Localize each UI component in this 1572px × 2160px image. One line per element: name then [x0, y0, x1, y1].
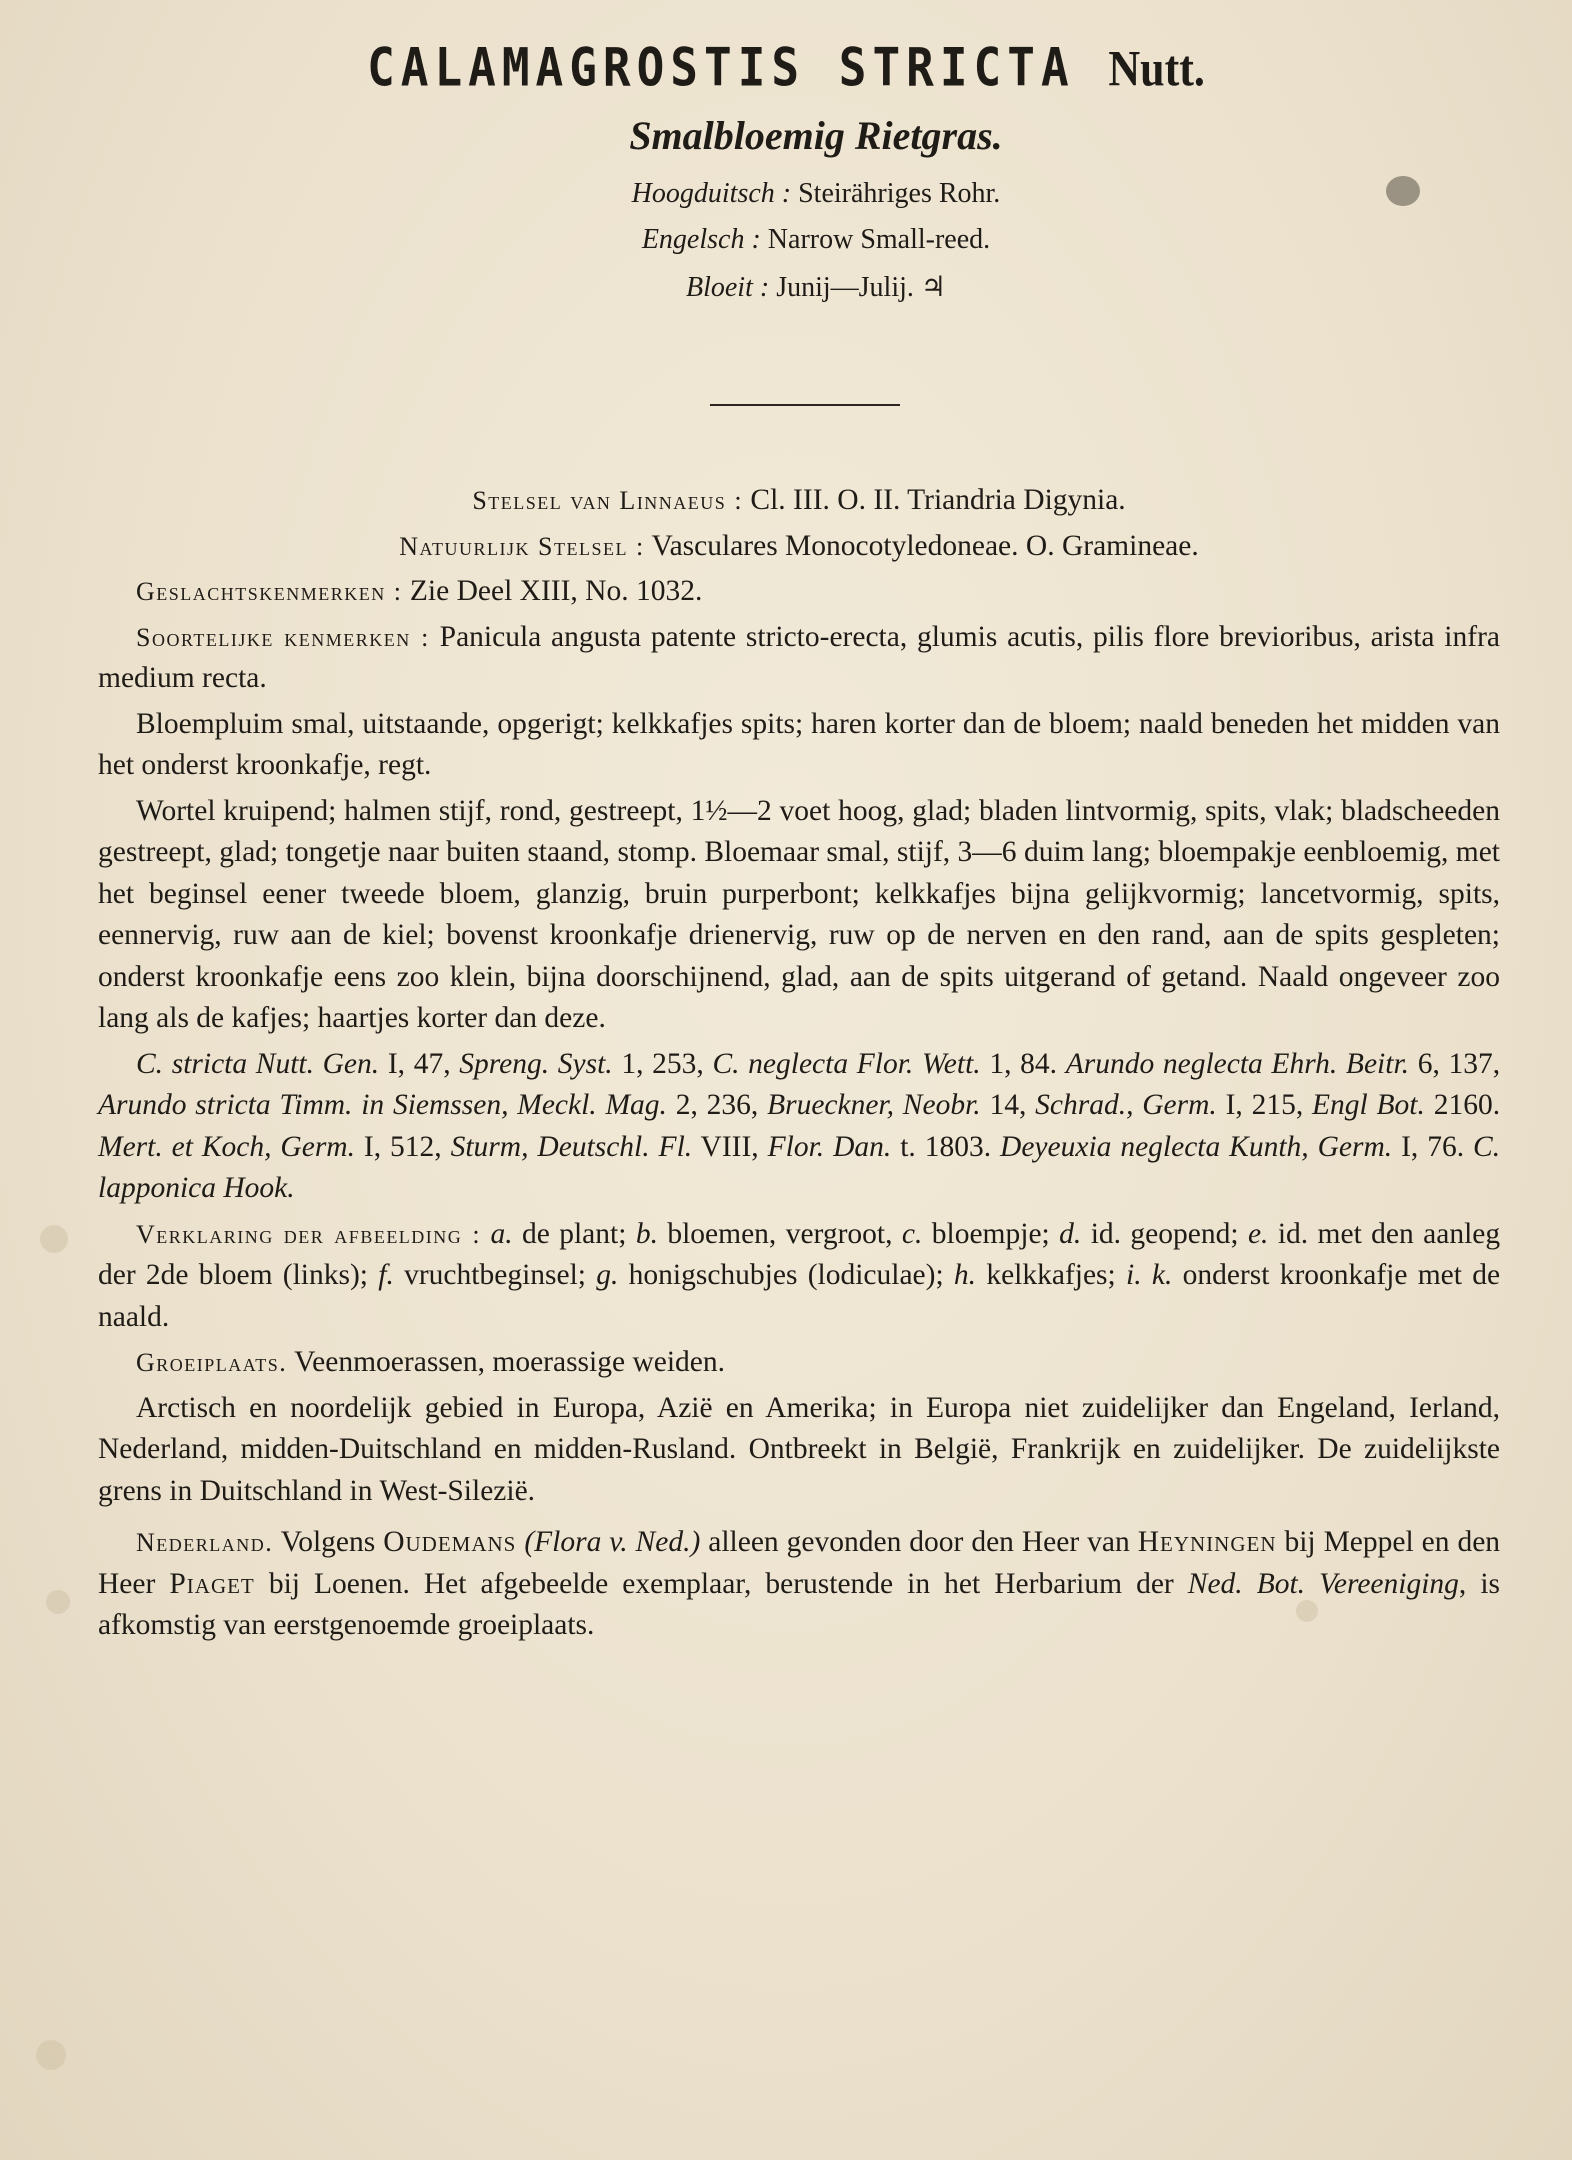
syn-num: 1, 253,	[621, 1047, 704, 1080]
title-latin: CALAMAGROSTIS STRICTA	[367, 35, 1075, 99]
syn-ref: Mert. et Koch, Germ.	[98, 1130, 355, 1163]
genus-characters	[98, 571, 1500, 613]
syn-num: I, 512,	[363, 1130, 442, 1163]
syn-num: 2160.	[1433, 1089, 1501, 1121]
nl-text: , is afkomstig van eerstgenoemde groeiplaats.	[98, 1567, 1500, 1641]
species-label: Soortelijke kenmerken :	[136, 622, 430, 652]
fig-letter: g.	[596, 1259, 619, 1291]
figure-explanation	[98, 1214, 1500, 1339]
fig-letter: d.	[1059, 1217, 1082, 1250]
natural-text: Vasculares Monocotyledoneae. O. Gramineae.	[651, 529, 1199, 562]
syn-num: I, 47,	[387, 1047, 451, 1080]
syn-ref: C. neglecta Flor. Wett.	[712, 1047, 981, 1080]
genus-text: Zie Deel XIII, No. 1032.	[409, 575, 703, 607]
habitat-text: Veenmoerassen, moerassige weiden.	[294, 1346, 726, 1378]
nl-person: Heyningen	[1137, 1526, 1277, 1558]
paper-stain	[36, 2040, 66, 2070]
fig-letter: e.	[1247, 1217, 1269, 1250]
syn-ref: Sturm, Deutschl. Fl.	[450, 1130, 693, 1163]
syn-ref: Schrad., Germ.	[1035, 1089, 1217, 1121]
german-name-line	[30, 178, 1572, 210]
linnaeus-text: Cl. III. O. II. Triandria Digynia.	[750, 484, 1126, 516]
nl-person: Oudemans	[383, 1526, 517, 1558]
species-text: Panicula angusta patente stricto-erecta, glumis acutis, pilis flore brevioribus, arista infra medium recta.	[98, 620, 1500, 694]
title-author: Nutt.	[1108, 40, 1205, 97]
species-characters	[98, 617, 1500, 700]
fig-text: id. geopend;	[1090, 1217, 1239, 1250]
distribution: Arctisch en noordelijk gebied in Europa, Azië en Amerika; in Europa niet zuidelijker dan Engeland, Ierland, Nederland, midden-Duitschland en midden-Rusland. Ontbreekt in België, Frankrijk en zuidelijker. De zuidelijkste grens in Duitschland in West-Silezië.	[98, 1391, 1500, 1507]
syn-num: 2, 236,	[675, 1089, 759, 1121]
syn-num: 14,	[989, 1089, 1027, 1121]
nl-text: bij Loenen. Het afgebeelde exemplaar, berustende in het Herbarium der	[268, 1567, 1174, 1600]
german-label: Hoogduitsch :	[631, 178, 792, 209]
syn-ref: Arundo stricta Timm. in Siemssen, Meckl. Mag.	[98, 1089, 667, 1121]
fig-letter: h.	[953, 1259, 977, 1291]
fig-text: de plant;	[521, 1217, 627, 1250]
fig-letter: c.	[901, 1217, 923, 1250]
syn-ref: Engl Bot.	[1312, 1089, 1425, 1121]
nl-person: Piaget	[169, 1567, 255, 1600]
habitat	[98, 1342, 1500, 1384]
fig-text: onderst kroonkafje met de naald.	[98, 1259, 1501, 1333]
description-long: Wortel kruipend; halmen stijf, rond, gestreept, 1½—2 voet hoog, glad; bladen lintvormig, spits, vlak; bladscheeden gestreept, glad; tongetje naar buiten staand, stomp. Bloemaar smal, stijf, 3—6 duim lang; bloempakje eenbloemig, met het beginsel eener tweede bloem, glanzig, bruin purperbont; kelkkafjes bijna gelijkvormig; lancetvormig, spits, eennervig, ruw aan de kiel; bovenst kroonkafje drienervig, ruw op de nerven en den rand, aan de spits gespleten; onderst kroonkafje eens zoo klein, bijna doorschijnend, glad, aan de spits uitgerand of getand. Naald ongeveer zoo lang als de kafjes; haartjes korter dan deze.	[98, 794, 1500, 1034]
nl-text: Volgens	[280, 1526, 376, 1558]
syn-num: 1, 84.	[989, 1047, 1058, 1080]
fig-text: bloemen, vergroot,	[667, 1217, 893, 1250]
english-label: Engelsch :	[641, 224, 761, 255]
netherlands-label: Nederland.	[136, 1528, 274, 1557]
syn-num: 6, 137,	[1417, 1047, 1501, 1080]
syn-ref: Brueckner, Neobr.	[767, 1089, 981, 1121]
nl-ref: Ned. Bot. Vereeniging	[1187, 1567, 1459, 1600]
syn-num: VIII,	[700, 1130, 759, 1163]
fig-text: vruchtbeginsel;	[404, 1259, 586, 1291]
english-value: Narrow Small-reed.	[767, 224, 991, 255]
bloom-label: Bloeit :	[686, 272, 770, 303]
syn-num: t. 1803.	[900, 1130, 992, 1163]
syn-ref: Deyeuxia neglecta Kunth, Germ.	[1000, 1130, 1393, 1163]
fig-letter: f.	[378, 1259, 394, 1291]
habitat-label: Groeiplaats.	[136, 1348, 288, 1377]
fig-letter: b.	[635, 1217, 658, 1250]
synonyms	[98, 1044, 1500, 1210]
nl-ref: (Flora v. Ned.)	[524, 1526, 701, 1558]
syn-ref: C. lapponica Hook.	[98, 1130, 1501, 1204]
fig-letter: i. k.	[1126, 1259, 1173, 1291]
divider-rule	[710, 404, 900, 406]
main-text	[98, 480, 1500, 1657]
german-value: Steirähriges Rohr.	[798, 178, 1001, 209]
natural-system	[98, 526, 1500, 568]
syn-num: I, 76.	[1401, 1130, 1465, 1163]
nl-text: alleen gevonden door den Heer van	[708, 1526, 1130, 1558]
linnaeus-system	[98, 480, 1500, 522]
bloom-line	[30, 270, 1572, 304]
explanation-label: Verklaring der afbeelding :	[136, 1219, 482, 1249]
natural-label: Natuurlijk Stelsel :	[399, 531, 645, 561]
dutch-name: Smalbloemig Rietgras.	[629, 113, 1003, 158]
fig-text: id. met den aanleg der 2de bloem (links);	[98, 1217, 1501, 1291]
english-name-line	[30, 224, 1572, 256]
fig-letter: a.	[490, 1217, 513, 1250]
fig-text: kelkkafjes;	[986, 1259, 1116, 1291]
syn-num: I, 215,	[1225, 1089, 1304, 1121]
paper-stain	[46, 1590, 70, 1614]
fig-text: honigschubjes (lodiculae);	[628, 1259, 944, 1291]
nl-text: bij Meppel en den Heer	[98, 1526, 1501, 1600]
bloom-value: Junij—Julij. ♃	[776, 272, 946, 303]
description-short: Bloempluim smal, uitstaande, opgerigt; kelkkafjes spits; haren korter dan de bloem; naald beneden het midden van het onderst kroonkafje, regt.	[98, 707, 1500, 781]
netherlands-record	[98, 1522, 1500, 1647]
syn-ref: Arundo neglecta Ehrh. Beitr.	[1065, 1047, 1410, 1080]
fig-text: bloempje;	[931, 1217, 1050, 1250]
syn-ref: Flor. Dan.	[767, 1130, 892, 1163]
genus-label: Geslachtskenmerken :	[136, 577, 403, 606]
linnaeus-label: Stelsel van Linnaeus :	[472, 486, 744, 515]
paper-stain	[40, 1225, 68, 1253]
syn-ref: Spreng. Syst.	[459, 1047, 613, 1080]
syn-ref: C. stricta Nutt. Gen.	[136, 1047, 380, 1080]
species-title	[0, 36, 1572, 98]
